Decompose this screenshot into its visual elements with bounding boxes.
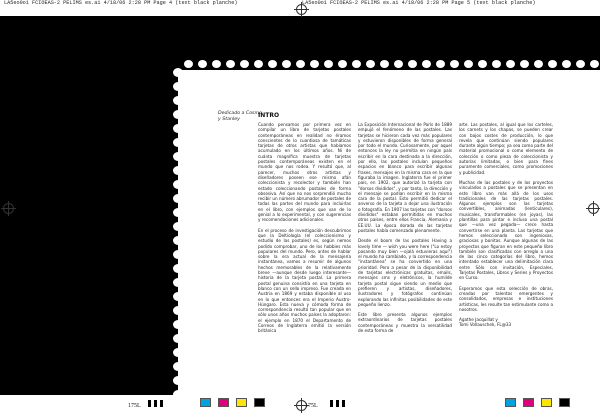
perforation-hole (173, 152, 183, 161)
slug-line-right: LA5eo0o1 FCIOEAS-2 PELIMS es.ai 4/18/06 2:28 PM Page 5 (text black planche) (302, 0, 536, 6)
paragraph: Cuando pensamos por primera vez en compilar un libro de tarjetas postales contemporáneas en realidad no éramos conscientes de lo cuantiosa de tamáticas tarjetas de otros artistas que habíamos acumulado en los últimos años. Ni de cuánta magnífica muestra de tarjetas postales contemporáneas existen en el mundo que nos rodea. Y resultó que, al parecer, muchos otros artistas y diseñadores poseen ese mismo afán coleccionista y recolector y también han estado coleccionando postales de forma obsesiva. Así que no nos sorprendió mucho recibir un número abrumador de postales de todas las partes del mundo para incluirlas en el libro, con ejemplos que van de lo genial a lo experimental, y con sugerencias y recomendaciones adicionales. (258, 122, 351, 223)
perforation-hole (548, 60, 557, 68)
stamp-perforation-horizontal (180, 64, 600, 72)
perforation-hole (422, 60, 431, 68)
perforation-hole (380, 60, 389, 68)
perforation-hole (408, 60, 417, 68)
perforation-hole (173, 208, 183, 217)
perforation-hole (173, 334, 183, 343)
registration-mark-icon (3, 203, 14, 214)
yellow-swatch (541, 398, 552, 407)
paragraph: En el proceso de investigación descubrimos que la Deltiología (el coleccionismo y estudio de las postales) es, según nemos podido comprobar, uno de los hobbies más populares del mundo. Pero, antes de hablar sobre la era actual de la mensajería instantánea, vamos a resumir de algunos hechos memorables de la relativamente breve —aunque desde luego interesante— historia de la tarjeta postal. La primera postal genuina consistía en una tarjeta en blanco con un sello impreso. Fue creada en Austria en 1869 y estaba disponible al uso en lo que entonces era el Imperio Austro-Húngaro. Esta nueva y cómoda forma de correspondencia resultó tan popular que en sólo unos años muchos países la adoptaron: el ejemplo en 1870 el Departamento de Correos de Inglaterra emitió la versión británica (258, 227, 351, 334)
cyan-swatch (200, 398, 211, 407)
folio-left: 175L (128, 403, 141, 409)
paragraph: Esperamos que esta selección de obras, creadas por talentos emergentes y consolidados, empresas e instituciones artísticas, les resulte tan estimulante como a nosotros. (459, 285, 553, 312)
paragraph: Este libro presenta algunos ejemplos extraordinarios de tarjetas postales contemporáneas y muestra la versatilidad de esta forma de (358, 312, 452, 333)
text-column-3 (459, 122, 553, 333)
cyan-swatch (505, 398, 516, 407)
perforation-hole (184, 60, 193, 68)
signature: Agathe Jacquillat y Tomi Vollauschek, FL@33 (459, 317, 512, 328)
perforation-hole (173, 166, 183, 175)
paragraph: Muchas de las postales y de los proyectos vinculados a postales que se presentan en este libro van más allá de los usos tradicionales de las tarjetas postales. Algunos ejemplos son las tarjetas convertibles, animadas (lenticulares), musicales, transformables (en joyas), las plantillas para pintar e incluso una postal que —una vez pegada— crece hasta convertirse en una planta. Las tarjetas que hemos seleccionado son ingeniosas, graciosas y bonitas. Aunque algunas de las proyectos que figuran en este pequeño libro también son clasificadas con arreglo a una de las cinco categorías del libro, hemos intentado establecer una delimitación clara entre Sólo con invitación, Especiales, Tarjetas Postales, Libros y Series y Proyectos en Curso. (459, 179, 553, 281)
registration-mark-icon (588, 203, 599, 214)
magenta-swatch (523, 398, 534, 407)
perforation-hole (576, 60, 585, 68)
perforation-hole (173, 320, 183, 329)
perforation-hole (394, 60, 403, 68)
perforation-hole (173, 110, 183, 119)
perforation-hole (173, 278, 183, 287)
perforation-hole (506, 60, 515, 68)
perforation-hole (492, 60, 501, 68)
perforation-hole (282, 60, 291, 68)
perforation-hole (534, 60, 543, 68)
perforation-hole (352, 60, 361, 68)
page-title: INTRO (258, 112, 280, 119)
perforation-hole (173, 194, 183, 203)
perforation-hole (173, 348, 183, 357)
perforation-hole (366, 60, 375, 68)
perforation-hole (173, 264, 183, 273)
perforation-hole (324, 60, 333, 68)
perforation-hole (254, 60, 263, 68)
perforation-hole (478, 60, 487, 68)
paragraph: arte. Las postales, al igual que los carteles, los carnets y los chapas, se pueden crear con bajos costes de producción, lo que revela que continúan siendo populares durante algún tiempo; ya sea como parte del material promocional o como elemento de colección o como pieza de coleccionista y autorías limitadas, o bien para fines puramente comerciales, como promociones y publicidad. (459, 122, 553, 175)
perforation-hole (173, 250, 183, 259)
magenta-swatch (218, 398, 229, 407)
perforation-hole (240, 60, 249, 68)
yellow-swatch (236, 398, 247, 407)
perforation-hole (520, 60, 529, 68)
text-column-1 (258, 122, 351, 339)
perforation-hole (173, 292, 183, 301)
perforation-hole (173, 390, 183, 399)
perforation-hole (173, 306, 183, 315)
black-swatch (254, 398, 265, 407)
perforation-hole (173, 236, 183, 245)
text-column-2 (358, 122, 452, 338)
stamp-perforation-vertical (178, 64, 188, 395)
perforation-hole (173, 376, 183, 385)
slug-line-left: LA5eo0o1 FCIOEAS-2 PELIMS es.ai 4/18/06 2:28 PM Page 4 (text black planche) (4, 0, 238, 6)
perforation-hole (173, 124, 183, 133)
dedication-line: y Stanley (218, 116, 240, 122)
perforation-hole (450, 60, 459, 68)
perforation-hole (562, 60, 571, 68)
perforation-hole (296, 60, 305, 68)
paragraph: La Exposición Internacional de París de 1889 empujó el fenómeno de las postales. Las tarjetas se hicieron cada vez más populares y estuvieron disponibles de forma general por todo el mundo. Curiosamente, por aquel entonces la ley no permitía en ningún país escribir en la cara destinada a la dirección, por ello, las postales incluían pequeños espacios en blanco para escribir algunas frases, mensajes en la misma cara en la que figuraba la imagen. Inglaterra fue el primer país, en 1902, que autorizó la tarjeta con "dorsos divididos", y por tanto, la dirección y el mensaje se podían escribir en la misma cara de la postal. Esto permitió dedicar el anverso de la tarjeta a dejar una ilustración o fotografía. En 1907 las tarjetas con "dorsos divididos" estaban permitidas en muchos otros países, entre ellos Francia, Alemania y EE.UU. La época dorada de las tarjetas postales había comenzado plenamente. (358, 122, 452, 233)
color-bar-left (148, 400, 163, 407)
perforation-hole (268, 60, 277, 68)
paragraph: Desde el boom de las postales Having a lovely time — wish you were here ("Lo estoy pasando muy bien —ojalá estuvieras aquí") el mundo ha cambiado, y la correspondencia "instantánea" se ha convertido en una prioridad. Pero a pesar de la disponibilidad de tarjetas electrónicas gratuitas, emails, mensajes sms y eletrónicos, la humilde tarjeta postal sigue siendo un medio que prefieren y artistas, diseñadores, ilustradores y fotógrafos continúan explorando las infinitas posibilidades de este pequeño lienzo. (358, 238, 452, 307)
black-swatch (559, 398, 570, 407)
perforation-hole (464, 60, 473, 68)
perforation-hole (338, 60, 347, 68)
perforation-hole (226, 60, 235, 68)
perforation-hole (212, 60, 221, 68)
perforation-hole (173, 180, 183, 189)
black-panel-left (0, 70, 178, 395)
perforation-hole (173, 362, 183, 371)
perforation-hole (173, 138, 183, 147)
perforation-hole (173, 82, 183, 91)
perforation-hole (173, 96, 183, 105)
perforation-hole (436, 60, 445, 68)
dedication (218, 111, 262, 122)
dedication-line: Dedicado a Cosmo (218, 111, 262, 116)
folio-right: 175L (305, 403, 318, 409)
color-bar-right (330, 400, 345, 407)
perforation-hole (590, 60, 599, 68)
registration-mark-icon (296, 4, 307, 15)
perforation-hole (173, 222, 183, 231)
perforation-hole (310, 60, 319, 68)
perforation-hole (198, 60, 207, 68)
